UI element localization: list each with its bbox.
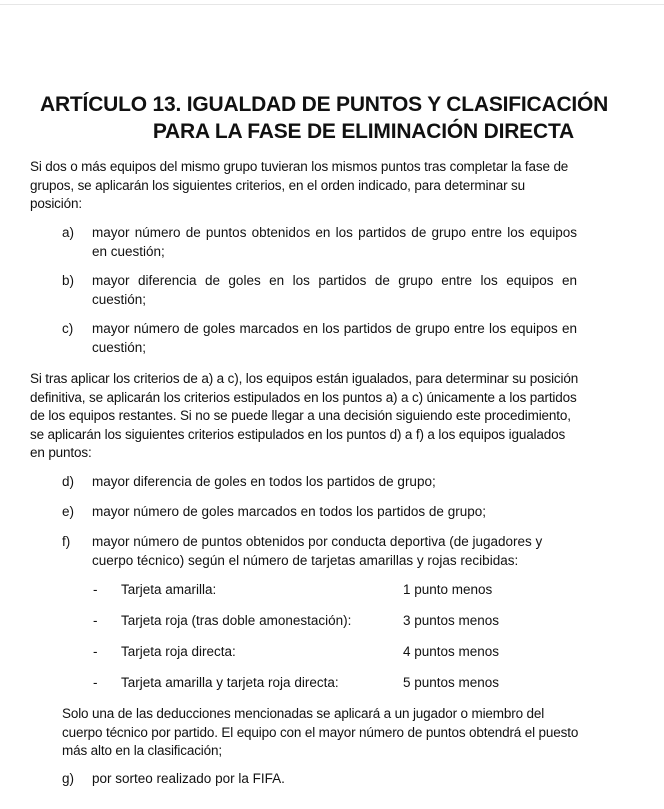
criterion-b	[62, 272, 577, 309]
deduction-value: 1 punto menos	[403, 582, 493, 597]
deduction-label: Tarjeta amarilla y tarjeta roja directa:	[121, 675, 339, 690]
criterion-d	[62, 473, 577, 492]
criterion-text: mayor número de goles marcados en todos los partidos de grupo;	[92, 504, 486, 519]
criterion-f	[62, 533, 577, 570]
deductions-note: Solo una de las deducciones mencionadas se aplicará a un jugador o miembro del cuerpo técnico por partido. El equipo con el mayor número de puntos obtendrá el puesto más alto en la clasificación;	[62, 706, 579, 758]
criterion-label: d)	[62, 474, 75, 489]
article-title-line2: PARA LA FASE DE ELIMINACIÓN DIRECTA	[152, 120, 574, 143]
deduction-label: Tarjeta roja (tras doble amonestación):	[121, 613, 352, 628]
deduction-value: 3 puntos menos	[403, 613, 500, 628]
list-dash: -	[93, 675, 98, 690]
criterion-text: mayor diferencia de goles en todos los partidos de grupo;	[92, 474, 436, 489]
deduction-label: Tarjeta roja directa:	[121, 644, 236, 659]
article-title-line1: ARTÍCULO 13. IGUALDAD DE PUNTOS Y CLASIFICACIÓN	[40, 93, 609, 116]
criterion-label: f)	[62, 534, 71, 549]
list-dash: -	[93, 582, 98, 597]
criterion-label: e)	[62, 504, 75, 519]
deduction-value: 4 puntos menos	[403, 644, 500, 659]
criterion-label: b)	[62, 273, 75, 288]
criterion-e	[62, 503, 577, 522]
criterion-g	[62, 770, 577, 789]
deduction-label: Tarjeta amarilla:	[121, 582, 217, 597]
criterion-label: a)	[62, 225, 75, 240]
criterion-text: mayor número de puntos obtenidos en los partidos de grupo entre los equipos en cuestión;	[92, 225, 577, 259]
intro-paragraph: Si dos o más equipos del mismo grupo tuvieran los mismos puntos tras completar la fase de grupos, se aplicarán los siguientes criterios, en el orden indicado, para determinar su posición:	[30, 159, 569, 211]
list-dash: -	[93, 644, 98, 659]
criterion-label: c)	[62, 321, 74, 336]
criterion-label: g)	[62, 771, 75, 786]
list-dash: -	[93, 613, 98, 628]
criterion-text: mayor número de puntos obtenidos por conducta deportiva (de jugadores y cuerpo técnico) según el número de tarjetas amarillas y rojas recibidas:	[92, 534, 543, 568]
top-divider	[0, 4, 664, 5]
middle-paragraph: Si tras aplicar los criterios de a) a c), los equipos están igualados, para determinar su posición definitiva, se aplicarán los criterios estipulados en los puntos a) a c) únicamente a los partidos de los equipos restantes. Si no se puede llegar a una decisión siguiendo este procedimiento, se aplicarán los siguientes criterios estipulados en los puntos d) a f) a los equipos igualados en puntos:	[30, 371, 579, 460]
criterion-text: mayor diferencia de goles en los partidos de grupo entre los equipos en cuestión;	[92, 273, 577, 307]
criterion-c	[62, 320, 577, 357]
criterion-text: por sorteo realizado por la FIFA.	[92, 771, 285, 786]
deduction-value: 5 puntos menos	[403, 675, 500, 690]
criterion-text: mayor número de goles marcados en los partidos de grupo entre los equipos en cuestión;	[92, 321, 577, 355]
criterion-a	[62, 224, 577, 261]
